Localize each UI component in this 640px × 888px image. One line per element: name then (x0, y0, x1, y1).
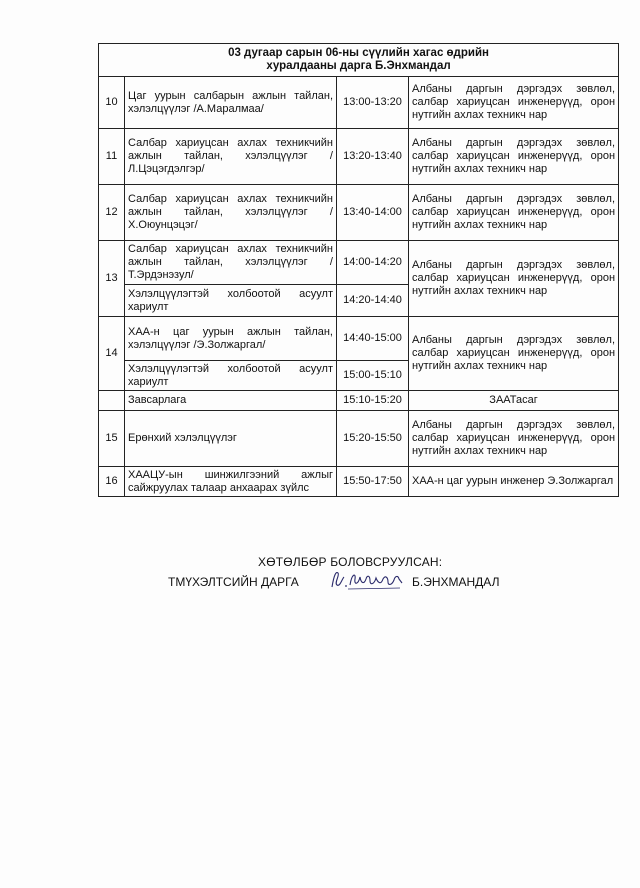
row-number: 10 (99, 77, 125, 129)
row-time: 15:50-17:50 (337, 467, 409, 497)
session-header-line2: хуралдааны дарга Б.Энхмандал (266, 60, 451, 72)
prepared-by-label: ХӨТӨЛБӨР БОЛОВСРУУЛСАН: (258, 555, 443, 569)
row-subtopic: Хэлэлцүүлэгтэй холбоотой асуулт хариулт (125, 361, 337, 391)
row-topic: Салбар хариуцсан ахлах техникчийн ажлын тайлан, хэлэлцүүлэг /Т.Эрдэнэзул/ (125, 241, 337, 285)
row-time: 14:00-14:20 (337, 241, 409, 285)
row-time: 13:20-13:40 (337, 129, 409, 185)
table-row (99, 77, 619, 129)
row-number: 12 (99, 185, 125, 241)
row-time: 13:40-14:00 (337, 185, 409, 241)
row-responsible: Албаны даргын дэргэдэх зөвлөл, салбар хариуцсан инженерүүд, орон нутгийн ахлах техникч нар (409, 129, 619, 185)
row-time: 13:00-13:20 (337, 77, 409, 129)
row-number: 14 (99, 317, 125, 391)
row-responsible: Албаны даргын дэргэдэх зөвлөл, салбар хариуцсан инженерүүд, орон нутгийн ахлах техникч нар (409, 317, 619, 391)
table-row (99, 317, 619, 361)
row-topic: Цаг уурын салбарын ажлын тайлан, хэлэлцүүлэг /А.Маралмаа/ (125, 77, 337, 129)
handwritten-signature (328, 565, 408, 593)
table-row (99, 129, 619, 185)
row-responsible: Албаны даргын дэргэдэх зөвлөл, салбар хариуцсан инженерүүд, орон нутгийн ахлах техникч нар (409, 185, 619, 241)
session-header (99, 44, 619, 77)
row-responsible: ЗААТасаг (409, 391, 619, 411)
signer-name: Б.ЭНХМАНДАЛ (412, 575, 500, 589)
table-row (99, 241, 619, 285)
row-number: 15 (99, 411, 125, 467)
row-responsible: Албаны даргын дэргэдэх зөвлөл, салбар хариуцсан инженерүүд, орон нутгийн ахлах техникч нар (409, 411, 619, 467)
row-topic: Ерөнхий хэлэлцүүлэг (125, 411, 337, 467)
row-subtime: 15:00-15:10 (337, 361, 409, 391)
table-row (99, 391, 619, 411)
row-number: 11 (99, 129, 125, 185)
row-number: 16 (99, 467, 125, 497)
session-header-line1: 03 дугаар сарын 06-ны сүүлийн хагас өдрийн (228, 47, 489, 59)
table-row (99, 411, 619, 467)
row-time: 15:20-15:50 (337, 411, 409, 467)
row-subtime: 14:20-14:40 (337, 285, 409, 317)
table-row (99, 185, 619, 241)
row-number (99, 391, 125, 411)
row-number: 13 (99, 241, 125, 317)
signer-position: ТМҮХЭЛТСИЙН ДАРГА (168, 575, 299, 589)
row-topic: ХАА-н цаг уурын ажлын тайлан, хэлэлцүүлэг /Э.Золжаргал/ (125, 317, 337, 361)
row-responsible: Албаны даргын дэргэдэх зөвлөл, салбар хариуцсан инженерүүд, орон нутгийн ахлах техникч нар (409, 77, 619, 129)
row-topic: Салбар хариуцсан ахлах техникчийн ажлын тайлан, хэлэлцүүлэг /Л.Цэцэгдэлгэр/ (125, 129, 337, 185)
row-topic: Завсарлага (125, 391, 337, 411)
row-subtopic: Хэлэлцүүлэгтэй холбоотой асуулт хариулт (125, 285, 337, 317)
row-topic: Салбар хариуцсан ахлах техникчийн ажлын тайлан, хэлэлцүүлэг /Х.Оюунцэцэг/ (125, 185, 337, 241)
schedule-table (98, 43, 619, 497)
row-time: 14:40-15:00 (337, 317, 409, 361)
table-header-row (99, 44, 619, 77)
row-time: 15:10-15:20 (337, 391, 409, 411)
table-row (99, 467, 619, 497)
row-topic: ХААЦУ-ын шинжилгээний ажлыг сайжруулах талаар анхаарах зүйлс (125, 467, 337, 497)
row-responsible: Албаны даргын дэргэдэх зөвлөл, салбар хариуцсан инженерүүд, орон нутгийн ахлах техникч нар (409, 241, 619, 317)
row-responsible: ХАА-н цаг уурын инженер Э.Золжаргал (409, 467, 619, 497)
